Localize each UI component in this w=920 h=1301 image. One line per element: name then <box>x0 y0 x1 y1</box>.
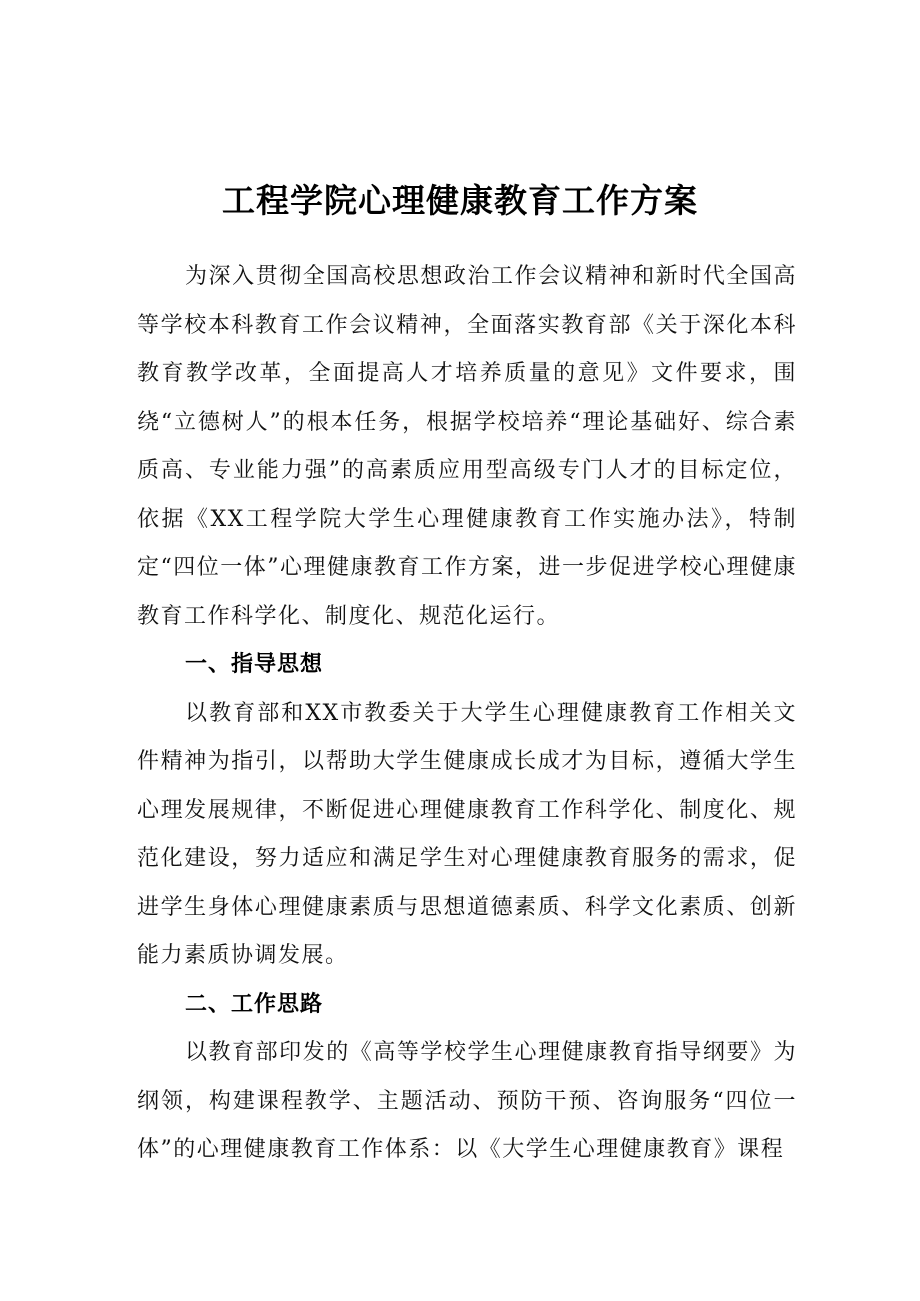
section-heading-work-approach: 二、工作思路 <box>185 991 324 1017</box>
intro-paragraph: 为深入贯彻全国高校思想政治工作会议精神和新时代全国高等学校本科教育工作会议精神，全面落实教育部《关于深化本科教育教学改革，全面提高人才培养质量的意见》文件要求，围绕“立德树人”的根本任务，根据学校培养“理论基础好、综合素质高、专业能力强”的高素质应用型高级专门人才的目标定位，依据《XX工程学院大学生心理健康教育工作实施办法》，特制定“四位一体”心理健康教育工作方案，进一步促进学校心理健康教育工作科学化、制度化、规范化运行。 <box>137 264 797 629</box>
document-title: 工程学院心理健康教育工作方案 <box>222 181 698 221</box>
work-approach-paragraph: 以教育部印发的《高等学校学生心理健康教育指导纲要》为纲领，构建课程教学、主题活动、预防干预、咨询服务“四位一体”的心理健康教育工作体系：以《大学生心理健康教育》课程 <box>137 1040 797 1162</box>
document-body <box>137 253 797 1175</box>
section-heading-guiding-ideology: 一、指导思想 <box>185 652 324 677</box>
guiding-ideology-paragraph: 以教育部和XX市教委关于大学生心理健康教育工作相关文件精神为指引，以帮助大学生健康成长成才为目标，遵循大学生心理发展规律，不断促进心理健康教育工作科学化、制度化、规范化建设，努力适应和满足学生对心理健康教育服务的需求，促进学生身体心理健康素质与思想道德素质、科学文化素质、创新能力素质协调发展。 <box>137 700 797 968</box>
